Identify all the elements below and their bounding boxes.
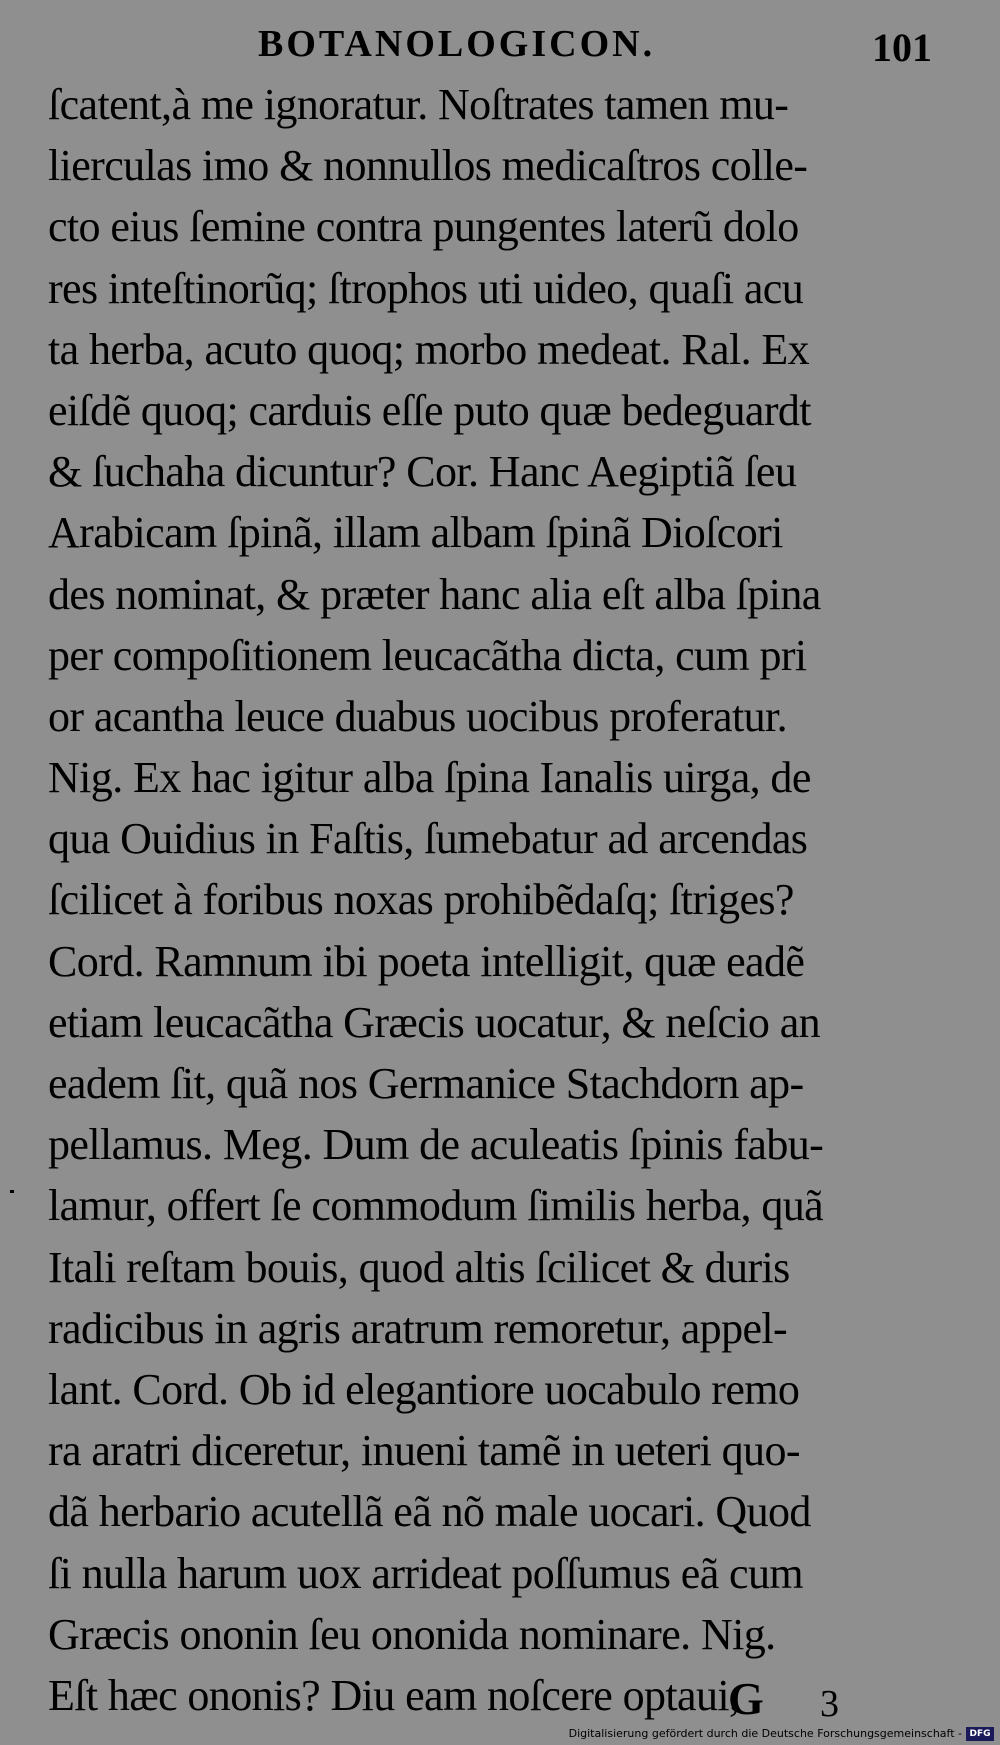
text-line: ta herba, acuto quoq; morbo medeat. Ral. Ex: [48, 324, 810, 374]
text-line: des nominat, & præter hanc alia eſt alba ſpina: [48, 569, 821, 619]
text-line: ra aratri diceretur, inueni tamẽ in ueteri quo-: [48, 1426, 800, 1476]
dfg-logo-icon: DFG: [966, 1727, 994, 1741]
text-line: Græcis ononin ſeu ononida nominare. Nig.: [48, 1609, 776, 1659]
text-line: Nig. Ex hac igitur alba ſpina Ianalis uirga, de: [48, 753, 811, 803]
text-line: ſi nulla harum uox arrideat poſſumus eã cum: [48, 1548, 803, 1598]
text-line: Arabicam ſpinã, illam albam ſpinã Dioſcori: [48, 508, 783, 558]
text-line: cto eius ſemine contra pungentes laterũ dolo: [48, 202, 799, 252]
text-line: radicibus in agris aratrum remoretur, appel-: [48, 1303, 788, 1353]
text-line: eadem ſit, quã nos Germanice Stachdorn ap-: [48, 1059, 804, 1108]
running-head: [0, 22, 1000, 72]
footer-credit: Digitalisierung gefördert durch die Deutsche Forschungsgemeinschaft -: [568, 1727, 962, 1740]
body-text: [48, 74, 968, 1726]
signature-mark: [0, 1672, 1000, 1725]
page-number: 101: [872, 25, 932, 70]
digitization-footer: [0, 1725, 1000, 1745]
text-line: etiam leucacãtha Græcis uocatur, & neſcio an: [48, 997, 821, 1047]
text-line: eiſdẽ quoq; carduis eſſe puto quæ bedeguardt: [48, 385, 811, 435]
margin-mark: [10, 1190, 14, 1193]
text-line: & ſuchaha dicuntur? Cor. Hanc Aegiptiã ſeu: [48, 447, 797, 497]
text-line: Itali reſtam bouis, quod altis ſcilicet & duris: [48, 1242, 790, 1292]
text-line: ſcatent,à me ignoratur. Noſtrates tamen mu-: [48, 80, 789, 129]
text-line: res inteſtinorũq; ſtrophos uti uideo, quaſi acu: [48, 263, 804, 313]
text-line: ſcilicet à foribus noxas prohibẽdaſq; ſtriges?: [48, 875, 794, 925]
text-line: or acantha leuce duabus uocibus proferatur.: [48, 691, 788, 741]
running-head-title: BOTANOLOGICON.: [258, 23, 656, 65]
text-line: Eſt hæc ononis? Diu eam noſcere optaui,: [48, 1670, 740, 1720]
signature-letter: G: [728, 1673, 764, 1724]
text-line: lant. Cord. Ob id elegantiore uocabulo remo: [48, 1364, 800, 1414]
text-line: Cord. Ramnum ibi poeta intelligit, quæ eadẽ: [48, 936, 805, 986]
signature-number: 3: [820, 1683, 839, 1725]
text-line: pellamus. Meg. Dum de aculeatis ſpinis fabu-: [48, 1120, 824, 1170]
text-line: lamur, offert ſe commodum ſimilis herba, quã: [48, 1181, 824, 1231]
text-line: qua Ouidius in Faſtis, ſumebatur ad arcendas: [48, 814, 808, 864]
text-line: dã herbario acutellã eã nõ male uocari. Quod: [48, 1487, 811, 1537]
text-line: lierculas imo & nonnullos medicaſtros colle-: [48, 141, 808, 191]
text-line: per compoſitionem leucacãtha dicta, cum pri: [48, 630, 807, 680]
